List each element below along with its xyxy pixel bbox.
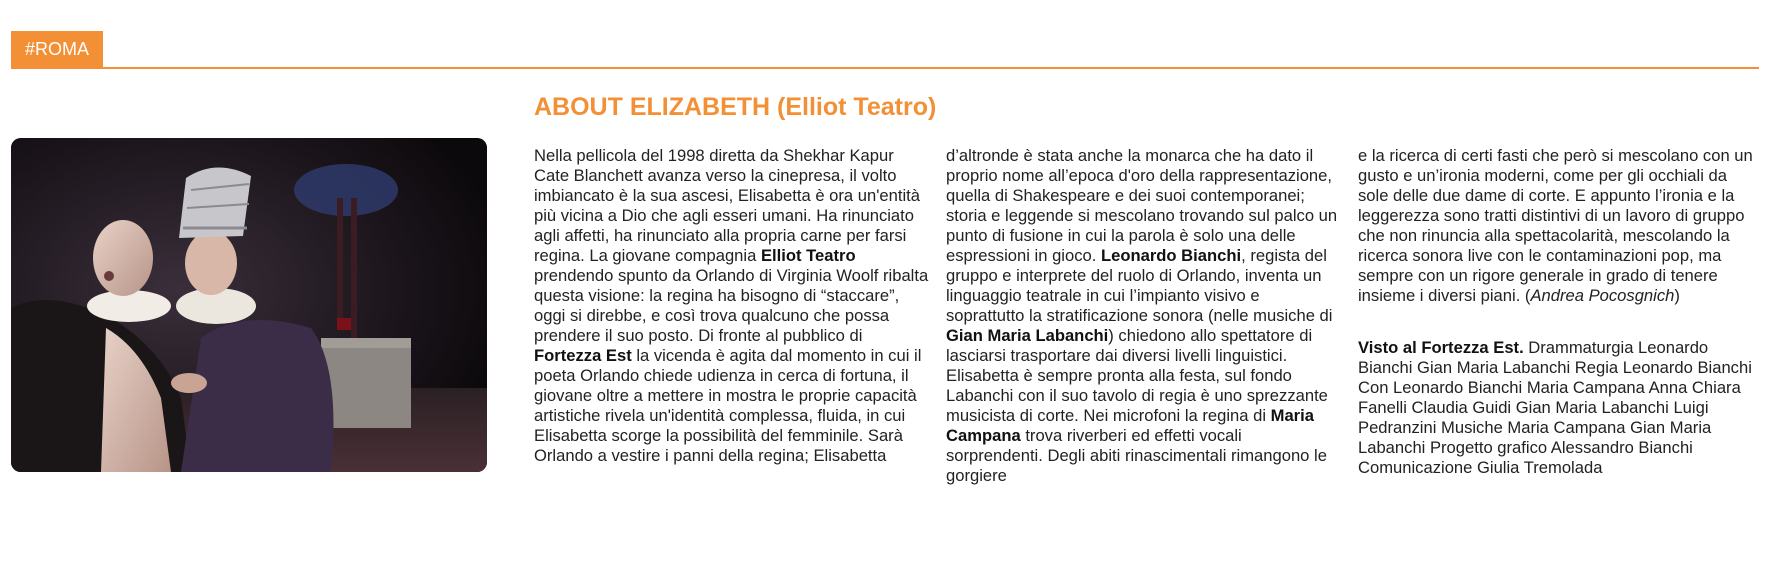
article-column-2	[946, 146, 1341, 486]
credits-paragraph	[1358, 338, 1758, 478]
text-run: e la ricerca di certi fasti che però si mescolano con un gusto e un’ironia moderni, come per gli occhiali da sole delle due dame di corte. E appunto l’ironia e la leggerezza sono tratti distintivi di un lavoro di gruppo che non rinuncia alla spettacolarità, mescolando la ricerca sonora live con le contaminazioni pop, ma sempre con un rigore generale in grado di tenere insieme i diversi piani. (	[1358, 146, 1753, 305]
stage-photo-illustration	[11, 138, 487, 472]
bold-composer-name: Gian Maria Labanchi	[946, 326, 1109, 345]
text-run: prendendo spunto da Orlando di Virginia Woolf ribalta questa visione: la regina ha bisogno di “staccare”, oggi si direbbe, e così trova qualcuno che possa prendere il suo posto. Di fronte al pubblico di	[534, 266, 929, 345]
bold-performer-name: Maria Campana	[946, 406, 1314, 445]
credits-text: Drammaturgia Leonardo Bianchi Gian Maria Labanchi Regia Leonardo Bianchi Con Leonardo Bianchi Maria Campana Anna Chiara Fanelli Claudia Guidi Gian Maria Labanchi Luigi Pedranzini Musiche Maria Campana Gian Maria Labanchi Progetto grafico Alessandro Bianchi Comunicazione Giulia Tremolada	[1358, 338, 1752, 477]
bold-director-name: Leonardo Bianchi	[1100, 246, 1242, 265]
text-run: la vicenda è agita dal momento in cui il poeta Orlando chiede udienza in cerca di fortuna, il giovane oltre a mettere in mostra le proprie capacità artistiche rivela un'identità complessa, fluida, in cui Elisabetta scorge la possibilità del femminile. Sarà Orlando a vestire i panni della regina; Elisabetta	[534, 346, 922, 465]
article-paragraph	[946, 146, 1341, 486]
article-column-1	[534, 146, 929, 466]
article-column-3	[1358, 146, 1758, 478]
text-run: , regista del gruppo e interprete del ruolo di Orlando, inventa un linguaggio teatrale in cui l’impianto visivo e soprattutto la stratificazione sonora (nelle musiche di	[946, 246, 1333, 325]
author-name: Andrea Pocosgnich	[1530, 286, 1675, 305]
category-tag[interactable]: #ROMA	[11, 31, 103, 67]
article-photo	[11, 138, 487, 472]
seen-at-label: Visto al Fortezza Est.	[1358, 338, 1524, 357]
article-paragraph	[534, 146, 929, 466]
bold-venue-name: Fortezza Est	[534, 346, 632, 365]
bold-company-name: Elliot Teatro	[760, 246, 856, 265]
section-tag-bar	[11, 31, 1759, 69]
text-run: )	[1674, 286, 1680, 305]
text-run: ) chiedono allo spettatore di lasciarsi trasportare dai diversi livelli linguistici. Elisabetta è sempre pronta alla festa, sul fondo Labanchi con il suo tavolo di regia è uno sprezzante musicista di corte. Nei microfoni la regina di	[946, 326, 1328, 425]
text-run: d’altronde è stata anche la monarca che ha dato il proprio nome all’epoca d'oro della rappresentazione, quella di Shakespeare e dei suoi contemporanei; storia e leggende si mescolano trovando sul palco un punto di fusione in cui la parola è solo una delle espressioni in gioco.	[946, 146, 1338, 265]
article-paragraph	[1358, 146, 1758, 306]
article-title[interactable]: ABOUT ELIZABETH (Elliot Teatro)	[534, 93, 937, 121]
text-run: trova riverberi ed effetti vocali sorprendenti. Degli abiti rinascimentali rimangono le gorgiere	[946, 426, 1327, 485]
text-run: Nella pellicola del 1998 diretta da Shekhar Kapur Cate Blanchett avanza verso la cinepresa, il volto imbiancato è la sua ascesi, Elisabetta è ora un'entità più vicina a Dio che agli esseri umani. Ha rinunciato agli affetti, ha rinunciato alla propria carne per farsi regina. La giovane compagnia	[534, 146, 920, 265]
